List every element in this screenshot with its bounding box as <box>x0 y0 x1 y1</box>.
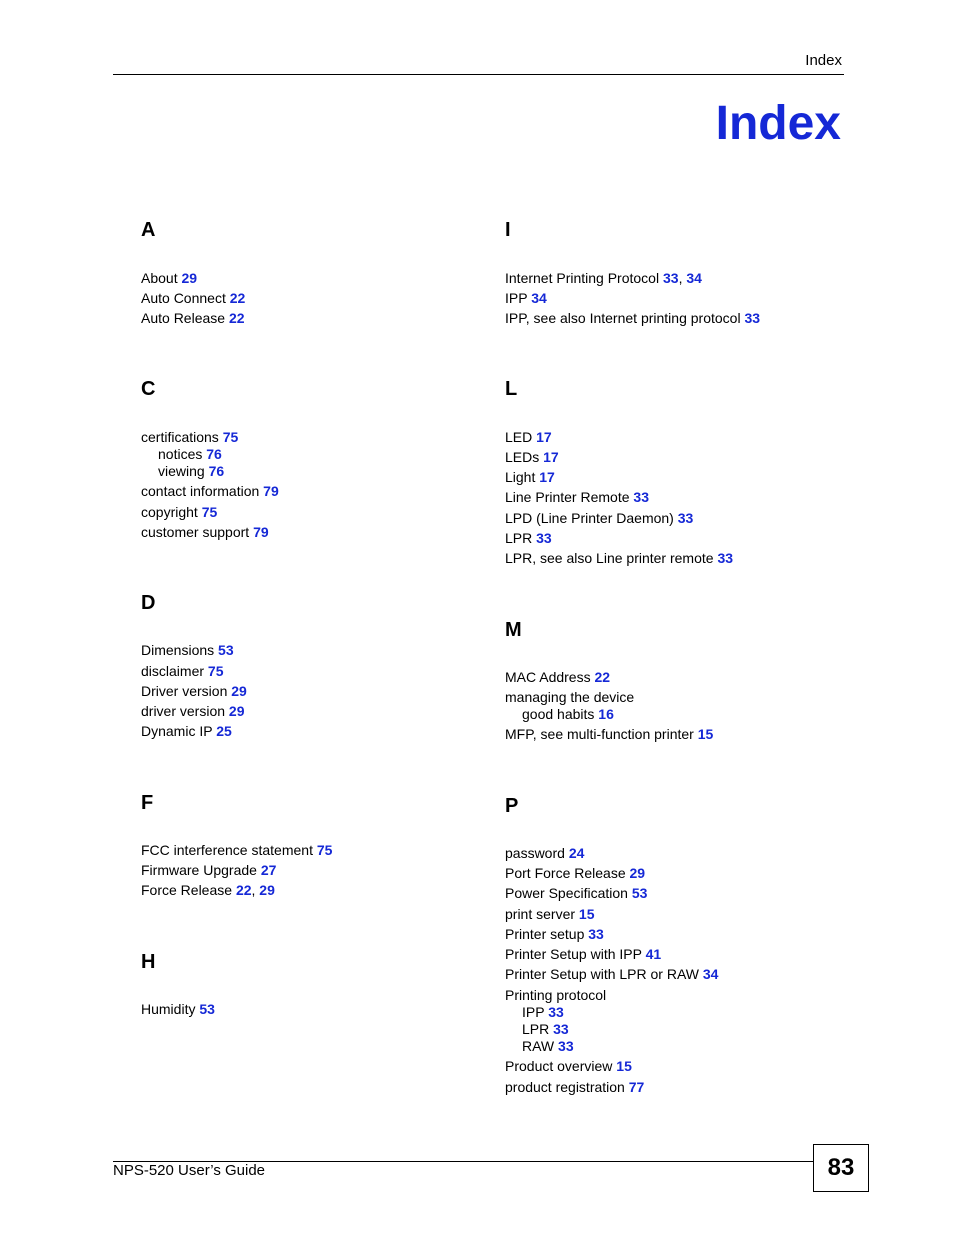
page-link[interactable]: 22 <box>229 290 246 306</box>
index-entry <box>141 683 247 699</box>
page-link[interactable]: 17 <box>543 449 559 465</box>
page-link[interactable]: 33 <box>548 1004 564 1020</box>
page-link[interactable]: 33 <box>536 530 552 546</box>
entry-term: MFP, see multi-function printer <box>505 726 698 742</box>
entry-term: LED <box>505 429 537 445</box>
page-link[interactable]: 75 <box>201 504 218 520</box>
entry-term: product registration <box>505 1079 629 1095</box>
index-subentry <box>158 446 222 462</box>
index-entry <box>141 310 245 326</box>
entry-term: Port Force Release <box>505 865 630 881</box>
index-entry <box>141 429 238 445</box>
footer-guide-name: NPS-520 User’s Guide <box>113 1162 266 1179</box>
section-letter-a: A <box>141 219 156 241</box>
entry-term: FCC interference statement <box>141 842 317 858</box>
index-entry <box>505 926 604 942</box>
index-entry <box>141 1001 215 1017</box>
entry-term: customer support <box>141 524 254 540</box>
entry-term: Line Printer Remote <box>505 489 634 505</box>
entry-term: Driver version <box>141 683 232 699</box>
page-link[interactable]: 34 <box>702 966 719 982</box>
entry-term: RAW <box>522 1038 559 1054</box>
entry-term: password <box>505 845 569 861</box>
page-link[interactable]: 29 <box>231 683 247 699</box>
page-separator: , <box>678 270 687 286</box>
index-entry <box>505 290 547 306</box>
index-subentry <box>158 463 224 479</box>
page-link[interactable]: 53 <box>631 885 648 901</box>
page-separator: , <box>251 882 260 898</box>
page-link[interactable]: 33 <box>633 489 649 505</box>
page-link[interactable]: 16 <box>598 706 614 722</box>
index-entry <box>505 689 634 705</box>
entry-term: notices <box>158 446 207 462</box>
entry-term: LEDs <box>505 449 544 465</box>
page-link[interactable]: 15 <box>578 906 595 922</box>
entry-term: IPP <box>522 1004 549 1020</box>
index-entry <box>505 310 760 326</box>
section-letter-c: C <box>141 378 156 400</box>
page-link[interactable]: 34 <box>531 290 547 306</box>
page-link[interactable]: 29 <box>181 270 198 286</box>
page-link[interactable]: 79 <box>263 483 279 499</box>
page-link[interactable]: 75 <box>222 429 239 445</box>
index-entry <box>141 290 245 306</box>
index-entry <box>505 966 718 982</box>
page-link[interactable]: 79 <box>253 524 269 540</box>
page-link[interactable]: 34 <box>686 270 702 286</box>
index-entry <box>141 862 276 878</box>
index-entry <box>505 489 649 505</box>
index-entry <box>505 946 661 962</box>
entry-term: Printer Setup with LPR or RAW <box>505 966 703 982</box>
index-entry <box>141 882 275 898</box>
section-letter-d: D <box>141 592 156 614</box>
entry-term: LPD (Line Printer Daemon) <box>505 510 678 526</box>
page-link[interactable]: 33 <box>553 1021 569 1037</box>
entry-term: Power Specification <box>505 885 632 901</box>
page-link[interactable]: 22 <box>235 882 252 898</box>
entry-term: MAC Address <box>505 669 595 685</box>
entry-term: Dynamic IP <box>141 723 217 739</box>
index-entry <box>505 449 559 465</box>
index-entry <box>505 726 713 742</box>
page-link[interactable]: 41 <box>645 946 662 962</box>
entry-term: Dimensions <box>141 642 219 658</box>
page-link[interactable]: 53 <box>218 642 234 658</box>
page-link[interactable]: 29 <box>629 865 646 881</box>
entry-term: Printer Setup with IPP <box>505 946 646 962</box>
header-section-label: Index <box>805 52 842 69</box>
index-entry <box>141 663 223 679</box>
entry-term: Humidity <box>141 1001 200 1017</box>
index-entry <box>505 885 647 901</box>
page-link[interactable]: 75 <box>207 663 224 679</box>
page-link[interactable]: 29 <box>259 882 275 898</box>
page-link[interactable]: 27 <box>260 862 277 878</box>
index-entry <box>505 550 733 566</box>
page-link[interactable]: 33 <box>588 926 604 942</box>
entry-term: print server <box>505 906 579 922</box>
index-entry <box>141 483 279 499</box>
header-divider <box>113 74 844 75</box>
page-link[interactable]: 76 <box>208 463 225 479</box>
entry-term: Product overview <box>505 1058 617 1074</box>
page-link[interactable]: 33 <box>558 1038 574 1054</box>
section-letter-i: I <box>505 219 511 241</box>
index-entry <box>505 530 552 546</box>
page-link[interactable]: 33 <box>662 270 679 286</box>
section-letter-p: P <box>505 795 519 817</box>
entry-term: Auto Connect <box>141 290 230 306</box>
entry-term: LPR <box>522 1021 554 1037</box>
page-link[interactable]: 24 <box>568 845 585 861</box>
page-number: 83 <box>813 1144 869 1192</box>
index-entry <box>141 504 217 520</box>
entry-term: Printing protocol <box>505 987 607 1003</box>
index-entry <box>141 723 232 739</box>
entry-term: managing the device <box>505 689 635 705</box>
entry-term: Light <box>505 469 540 485</box>
entry-term: About <box>141 270 182 286</box>
page-link[interactable]: 29 <box>228 703 245 719</box>
index-entry <box>505 270 702 286</box>
index-entry <box>505 469 555 485</box>
section-letter-f: F <box>141 792 154 814</box>
index-entry <box>505 845 584 861</box>
page-link[interactable]: 15 <box>697 726 714 742</box>
page-link[interactable]: 33 <box>677 510 694 526</box>
entry-term: Firmware Upgrade <box>141 862 261 878</box>
entry-term: Printer setup <box>505 926 589 942</box>
page-link[interactable]: 33 <box>744 310 761 326</box>
page-link[interactable]: 53 <box>199 1001 215 1017</box>
index-entry <box>141 642 234 658</box>
entry-term: certifications <box>141 429 223 445</box>
entry-term: Force Release <box>141 882 236 898</box>
index-entry <box>505 906 595 922</box>
page-link[interactable]: 22 <box>228 310 245 326</box>
page-link[interactable]: 75 <box>316 842 333 858</box>
entry-term: good habits <box>522 706 599 722</box>
index-entry <box>141 842 332 858</box>
index-entry <box>505 669 610 685</box>
page-link[interactable]: 77 <box>628 1079 645 1095</box>
entry-term: Internet Printing Protocol <box>505 270 663 286</box>
page-link[interactable]: 17 <box>539 469 555 485</box>
page-title: Index <box>715 97 841 150</box>
entry-term: IPP, see also Internet printing protocol <box>505 310 745 326</box>
index-subentry <box>522 1021 569 1037</box>
index-entry <box>505 510 693 526</box>
entry-term: disclaimer <box>141 663 208 679</box>
index-entry <box>505 987 606 1003</box>
index-entry <box>505 1079 644 1095</box>
entry-term: driver version <box>141 703 229 719</box>
index-subentry <box>522 1004 564 1020</box>
index-entry <box>141 524 269 540</box>
entry-term: IPP <box>505 290 532 306</box>
index-subentry <box>522 1038 574 1054</box>
index-subentry <box>522 706 614 722</box>
section-letter-m: M <box>505 619 522 641</box>
page-link[interactable]: 76 <box>206 446 222 462</box>
entry-term: contact information <box>141 483 264 499</box>
page-link[interactable]: 22 <box>594 669 611 685</box>
section-letter-l: L <box>505 378 518 400</box>
index-entry <box>505 429 552 445</box>
index-entry <box>505 1058 632 1074</box>
index-entry <box>505 865 645 881</box>
entry-term: viewing <box>158 463 209 479</box>
entry-term: LPR <box>505 530 537 546</box>
page-link[interactable]: 17 <box>536 429 552 445</box>
section-letter-h: H <box>141 951 156 973</box>
entry-term: LPR, see also Line printer remote <box>505 550 718 566</box>
page-link[interactable]: 15 <box>616 1058 632 1074</box>
entry-term: copyright <box>141 504 202 520</box>
index-entry <box>141 270 197 286</box>
entry-term: Auto Release <box>141 310 229 326</box>
index-entry <box>141 703 245 719</box>
page-link[interactable]: 33 <box>717 550 734 566</box>
page-link[interactable]: 25 <box>216 723 232 739</box>
